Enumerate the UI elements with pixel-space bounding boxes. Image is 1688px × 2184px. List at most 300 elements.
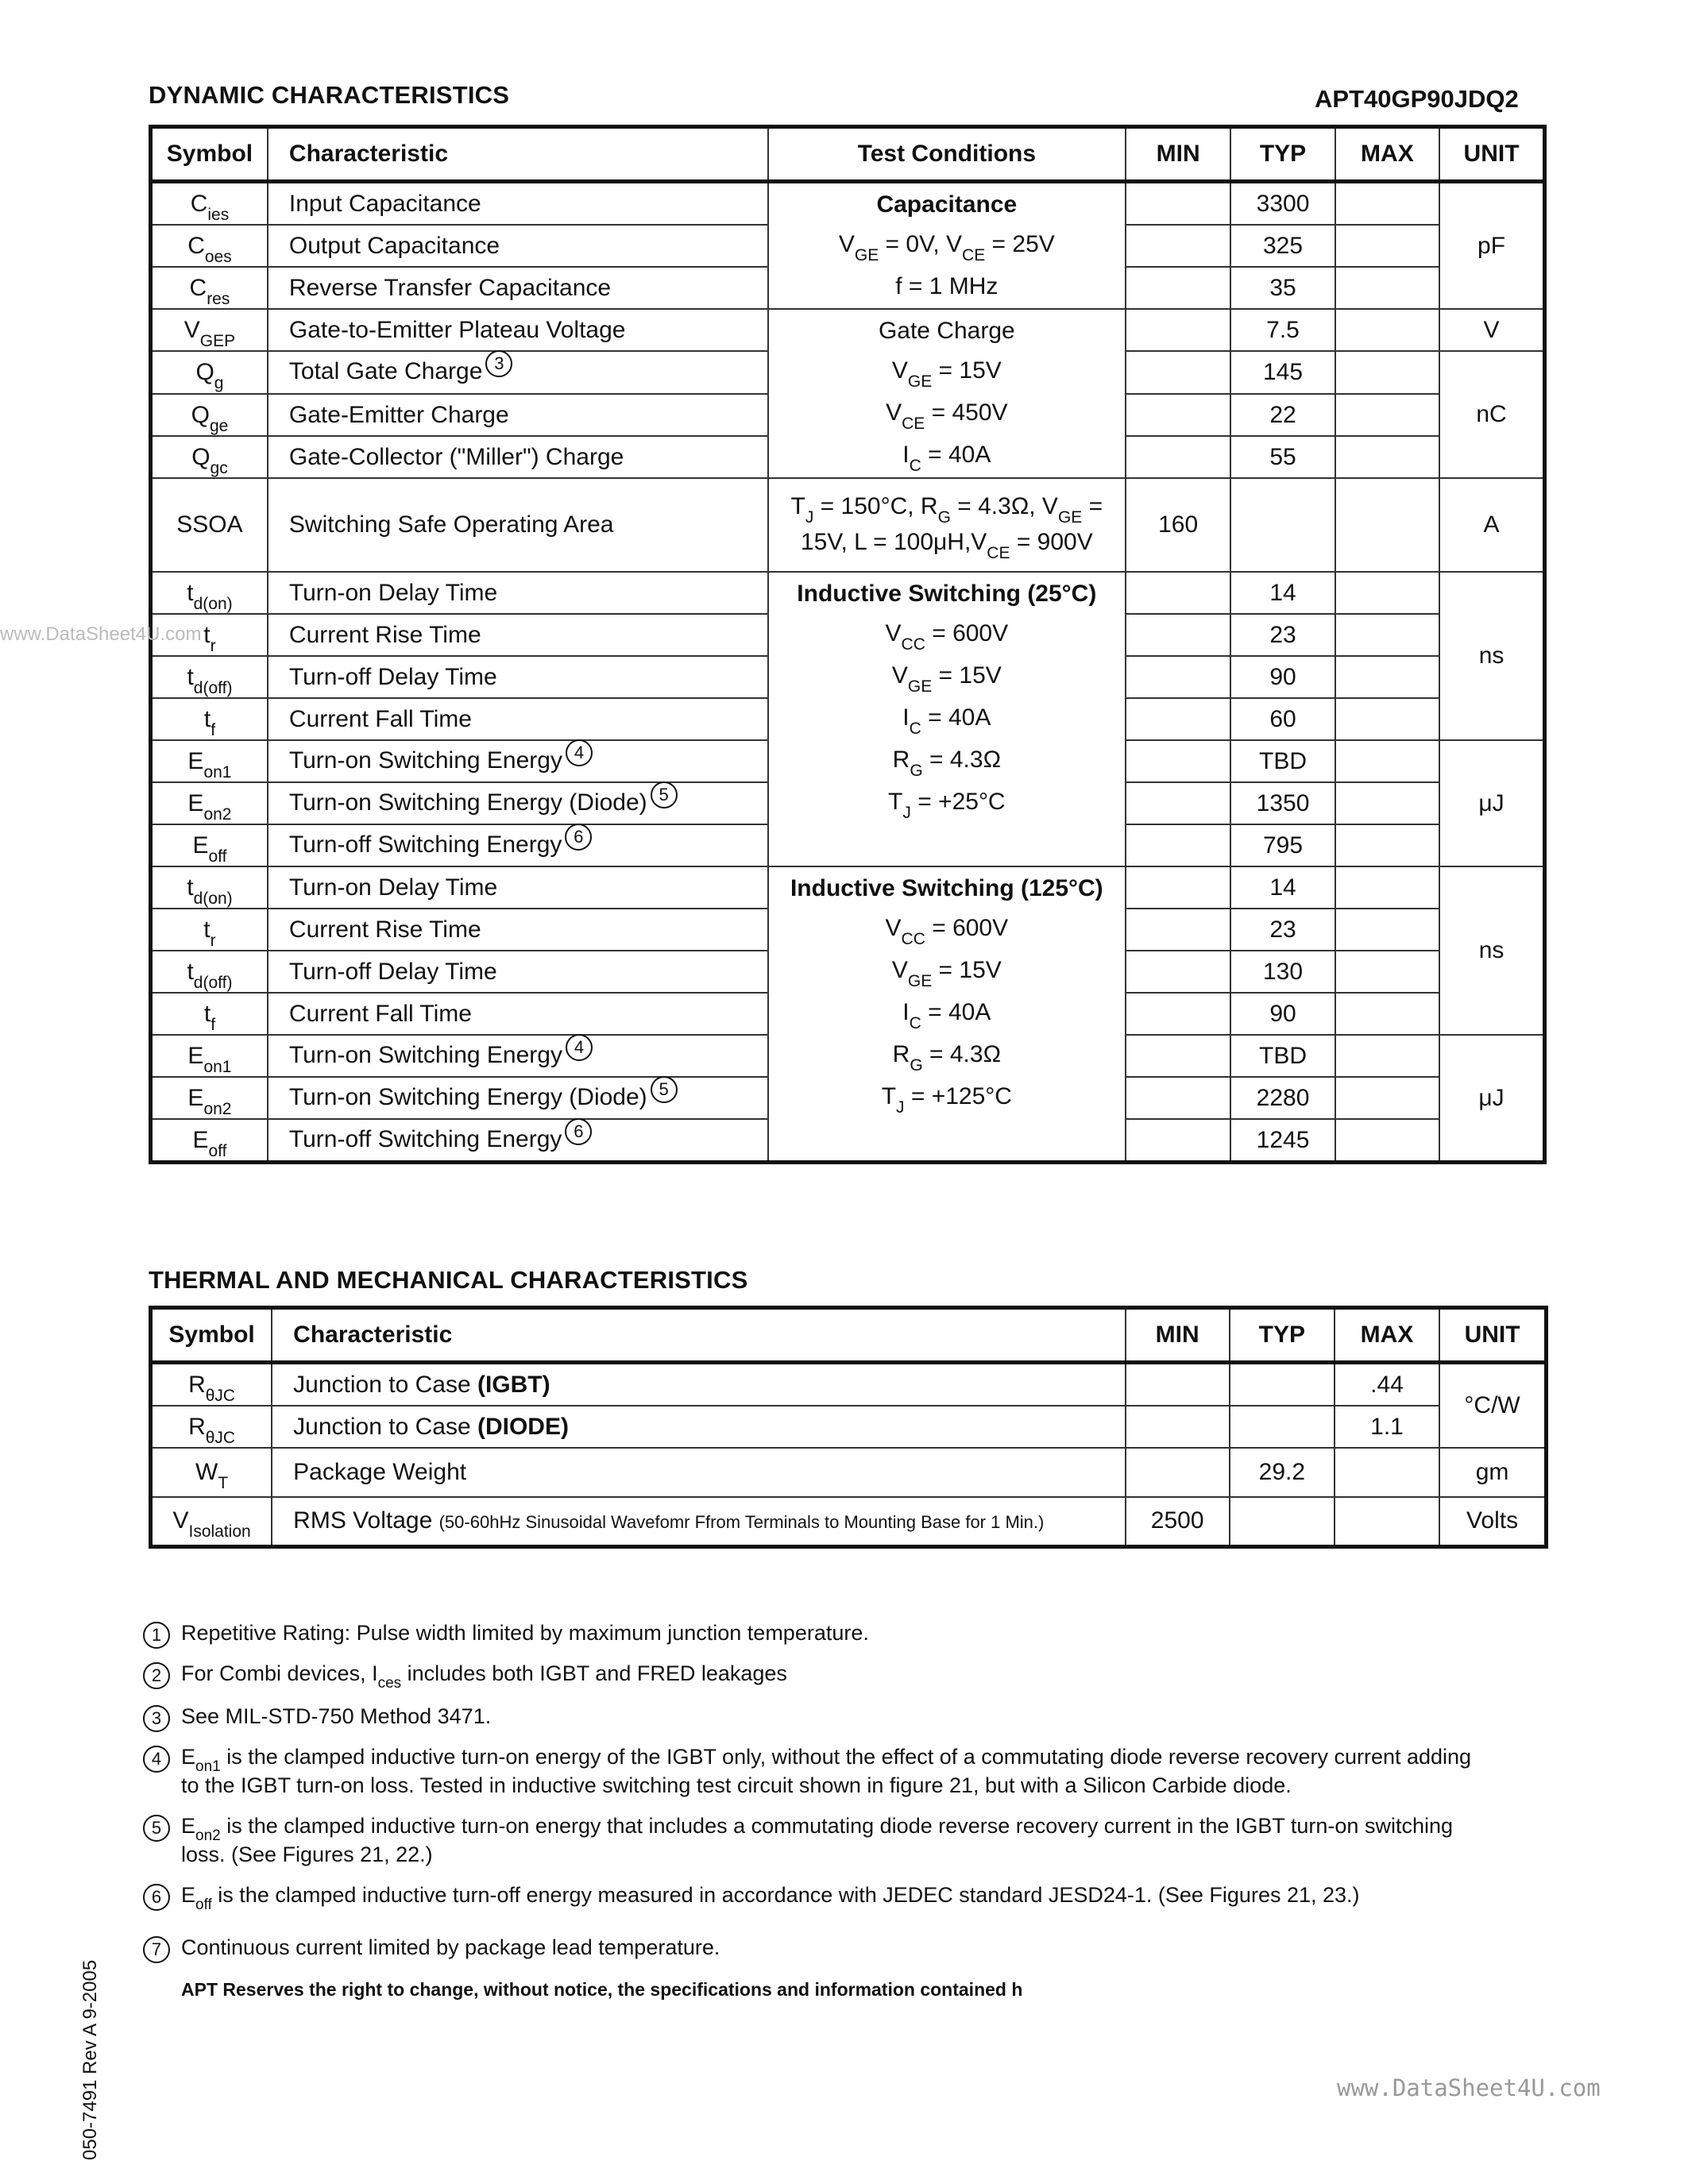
typ-cell: TBD bbox=[1230, 740, 1335, 782]
symbol-main: E bbox=[187, 1084, 204, 1111]
document-revision: 050-7491 Rev A 9-2005 bbox=[79, 1959, 101, 2160]
min-cell bbox=[1126, 267, 1230, 309]
symbol-cell bbox=[151, 436, 268, 478]
condition-text: = 15V bbox=[932, 957, 1002, 983]
typ-cell: 35 bbox=[1230, 267, 1335, 309]
unit-cell: °C/W bbox=[1439, 1363, 1546, 1449]
max-cell bbox=[1335, 614, 1439, 656]
typ-cell: 1245 bbox=[1230, 1119, 1335, 1163]
unit-cell: ns bbox=[1439, 572, 1544, 740]
symbol-subscript: g bbox=[214, 374, 224, 392]
characteristic-label: Turn-off Delay Time bbox=[288, 958, 497, 985]
min-cell bbox=[1126, 740, 1230, 782]
condition-subscript: CE bbox=[987, 544, 1010, 562]
min-cell bbox=[1126, 951, 1230, 993]
characteristic-note: (50-60hHz Sinusoidal Wavefomr Ffrom Terminals to Mounting Base for 1 Min.) bbox=[438, 1512, 1045, 1533]
min-cell bbox=[1126, 572, 1230, 614]
characteristic-cell bbox=[268, 824, 768, 866]
footnote bbox=[143, 1744, 1493, 1799]
unit-cell: Volts bbox=[1439, 1497, 1546, 1546]
footnote-ref-icon: 5 bbox=[651, 781, 678, 808]
footnote-number-icon: 1 bbox=[143, 1622, 170, 1649]
condition-subscript: G bbox=[937, 508, 951, 527]
characteristic-label: Junction to Case bbox=[293, 1371, 477, 1398]
condition-text: V bbox=[886, 399, 902, 426]
footnote-number-icon: 5 bbox=[143, 1815, 170, 1842]
footnote-subscript: on1 bbox=[195, 1758, 221, 1775]
condition-text: = 40A bbox=[921, 704, 991, 731]
test-conditions-cell bbox=[768, 572, 1126, 866]
typ-cell: 2280 bbox=[1230, 1077, 1335, 1119]
characteristic-label: Turn-off Switching Energy bbox=[288, 831, 562, 858]
condition-subscript: G bbox=[910, 762, 923, 780]
max-cell bbox=[1335, 866, 1439, 909]
table-row bbox=[151, 309, 1545, 351]
characteristic-label: Turn-on Delay Time bbox=[288, 579, 498, 606]
footnote-number-icon: 2 bbox=[143, 1662, 170, 1689]
symbol-cell bbox=[151, 351, 268, 394]
characteristic-cell bbox=[268, 394, 768, 436]
characteristic-cell bbox=[268, 1119, 768, 1163]
test-conditions-cell bbox=[768, 866, 1126, 1163]
symbol-subscript: on1 bbox=[203, 1057, 232, 1076]
condition-text: T bbox=[790, 493, 805, 519]
symbol-subscript: off bbox=[208, 847, 227, 866]
min-cell bbox=[1126, 1077, 1230, 1119]
condition-text: V bbox=[885, 620, 902, 646]
characteristic-label: Turn-on Delay Time bbox=[288, 874, 498, 901]
characteristic-label: Current Rise Time bbox=[288, 621, 481, 648]
symbol-subscript: off bbox=[208, 1141, 227, 1160]
symbol-main: t bbox=[187, 579, 194, 606]
symbol-subscript: d(on) bbox=[193, 889, 233, 908]
symbol-cell bbox=[151, 267, 268, 309]
max-cell bbox=[1335, 351, 1439, 394]
characteristic-cell bbox=[268, 698, 768, 740]
footnote bbox=[143, 1704, 1493, 1730]
symbol-subscript: ies bbox=[207, 205, 230, 224]
symbol-cell bbox=[151, 866, 268, 909]
characteristic-cell bbox=[268, 478, 768, 572]
condition-text: = 600V bbox=[925, 620, 1009, 646]
footnote-text: Continuous current limited by package lead temperature. bbox=[181, 1935, 720, 1959]
symbol-cell bbox=[151, 182, 268, 226]
table-row bbox=[151, 1363, 1547, 1406]
symbol-cell bbox=[151, 478, 268, 572]
unit-cell: pF bbox=[1439, 182, 1544, 310]
condition-text: = 4.3Ω, V bbox=[950, 493, 1058, 519]
condition-line bbox=[778, 225, 1115, 267]
condition-text: = 4.3Ω bbox=[922, 747, 1001, 773]
characteristic-cell bbox=[268, 656, 768, 698]
symbol-main: C bbox=[190, 190, 208, 217]
condition-text: I bbox=[902, 999, 910, 1025]
symbol-main: t bbox=[203, 1000, 211, 1027]
min-cell bbox=[1126, 1448, 1230, 1497]
characteristic-label: Total Gate Charge bbox=[288, 358, 483, 384]
characteristic-label: Turn-on Switching Energy (Diode) bbox=[288, 789, 647, 816]
max-cell bbox=[1335, 309, 1439, 351]
unit-cell: nC bbox=[1439, 351, 1544, 478]
footnote-subscript: on2 bbox=[195, 1827, 221, 1844]
condition-text: = 150°C, R bbox=[813, 493, 938, 519]
part-number: APT40GP90JDQ2 bbox=[1315, 85, 1519, 113]
characteristic-label: Output Capacitance bbox=[288, 232, 500, 259]
characteristic-label: Package Weight bbox=[293, 1459, 467, 1485]
symbol-main: Q bbox=[191, 401, 210, 428]
min-cell: 160 bbox=[1126, 478, 1230, 572]
condition-line bbox=[778, 267, 1115, 307]
max-cell bbox=[1335, 572, 1439, 614]
condition-text: R bbox=[892, 747, 910, 773]
symbol-main: t bbox=[187, 958, 194, 985]
characteristic-cell bbox=[272, 1406, 1125, 1448]
min-cell bbox=[1126, 824, 1230, 866]
symbol-cell bbox=[151, 656, 268, 698]
table-row bbox=[151, 1406, 1547, 1448]
characteristic-label: Current Fall Time bbox=[288, 1000, 472, 1027]
condition-text: = 15V bbox=[932, 662, 1002, 689]
test-conditions-title: Capacitance bbox=[876, 191, 1018, 218]
condition-subscript: J bbox=[805, 508, 814, 527]
symbol-main: Q bbox=[191, 443, 211, 470]
max-cell bbox=[1335, 951, 1439, 993]
typ-cell: 60 bbox=[1230, 698, 1335, 740]
footnote bbox=[143, 1935, 1493, 1961]
dynamic-characteristics-table bbox=[149, 125, 1547, 1164]
symbol-subscript: d(on) bbox=[193, 594, 233, 613]
footnote-ref-icon: 4 bbox=[566, 1034, 593, 1061]
symbol-subscript: d(off) bbox=[193, 973, 233, 992]
footnote bbox=[143, 1813, 1493, 1868]
characteristic-label: Current Fall Time bbox=[288, 705, 472, 732]
col-header-symbol: Symbol bbox=[151, 127, 268, 182]
condition-subscript: CC bbox=[901, 635, 925, 654]
symbol-main: V bbox=[172, 1507, 189, 1534]
max-cell bbox=[1335, 909, 1439, 951]
footnote-text: For Combi devices, I bbox=[181, 1661, 378, 1685]
condition-subscript: J bbox=[902, 804, 911, 822]
characteristic-cell bbox=[268, 1035, 768, 1077]
watermark-bottom: www.DataSheet4U.com bbox=[1337, 2074, 1601, 2101]
symbol-subscript: ge bbox=[209, 416, 229, 435]
typ-cell: TBD bbox=[1230, 1035, 1335, 1077]
symbol-subscript: gc bbox=[210, 458, 228, 477]
footnote-text: Repetitive Rating: Pulse width limited by maximum junction temperature. bbox=[181, 1621, 869, 1645]
min-cell bbox=[1126, 309, 1230, 351]
condition-text: = +25°C bbox=[910, 789, 1006, 815]
characteristic-label: RMS Voltage bbox=[293, 1507, 439, 1534]
symbol-cell bbox=[151, 698, 268, 740]
characteristic-cell bbox=[268, 267, 768, 309]
footnote-text: is the clamped inductive turn-on energy of the IGBT only, without the effect of a commutating diode reverse recovery current adding to the IGBT turn-on loss. Tested in inductive switching test circuit shown in figure 21, but with a Silicon Carbide diode. bbox=[181, 1745, 1472, 1797]
symbol-cell bbox=[151, 394, 268, 436]
unit-cell: V bbox=[1439, 309, 1544, 351]
condition-text: R bbox=[892, 1041, 910, 1067]
characteristic-label: Turn-on Switching Energy (Diode) bbox=[288, 1083, 647, 1110]
col-header-min: MIN bbox=[1126, 127, 1230, 182]
footnote-text: E bbox=[181, 1883, 196, 1907]
symbol-main: t bbox=[187, 874, 194, 901]
condition-text: = +125°C bbox=[904, 1083, 1012, 1109]
symbol-main: t bbox=[187, 663, 194, 690]
symbol-subscript: on2 bbox=[203, 1099, 232, 1118]
symbol-main: R bbox=[188, 1413, 206, 1440]
typ-cell: 90 bbox=[1230, 993, 1335, 1035]
min-cell bbox=[1126, 782, 1230, 824]
condition-text: T bbox=[888, 789, 903, 815]
max-cell: 1.1 bbox=[1335, 1406, 1439, 1448]
max-cell bbox=[1335, 182, 1439, 226]
symbol-subscript: on1 bbox=[203, 762, 232, 781]
symbol-main: C bbox=[189, 274, 207, 301]
symbol-main: V bbox=[183, 316, 200, 343]
min-cell bbox=[1126, 909, 1230, 951]
symbol-main: E bbox=[192, 832, 209, 859]
table-row bbox=[151, 1448, 1547, 1497]
unit-cell: ns bbox=[1439, 866, 1544, 1035]
condition-line bbox=[778, 435, 1115, 477]
max-cell bbox=[1335, 698, 1439, 740]
characteristic-cell bbox=[268, 182, 768, 226]
typ-cell: 55 bbox=[1230, 436, 1335, 478]
min-cell bbox=[1126, 698, 1230, 740]
condition-text: = 25V bbox=[985, 231, 1055, 257]
symbol-cell bbox=[151, 1077, 268, 1119]
footnote-text: See MIL-STD-750 Method 3471. bbox=[181, 1704, 492, 1728]
symbol-subscript: θJC bbox=[205, 1428, 236, 1447]
typ-cell: 22 bbox=[1230, 394, 1335, 436]
characteristic-cell bbox=[268, 1077, 768, 1119]
condition-subscript: CC bbox=[901, 930, 925, 948]
condition-line bbox=[778, 656, 1115, 698]
table-row bbox=[151, 478, 1545, 572]
test-conditions-cell bbox=[768, 182, 1126, 310]
symbol-cell bbox=[151, 824, 268, 866]
footnote-text: includes both IGBT and FRED leakages bbox=[401, 1661, 787, 1685]
max-cell bbox=[1335, 1077, 1439, 1119]
condition-line bbox=[778, 740, 1115, 782]
symbol-main: E bbox=[192, 1126, 209, 1153]
characteristic-qualifier: (DIODE) bbox=[477, 1413, 569, 1440]
condition-text: I bbox=[902, 704, 910, 731]
footnote-number-icon: 6 bbox=[143, 1884, 170, 1911]
max-cell bbox=[1335, 267, 1439, 309]
dynamic-characteristics-title: DYNAMIC CHARACTERISTICS bbox=[149, 81, 510, 109]
table-row bbox=[151, 866, 1545, 909]
test-conditions-cell bbox=[768, 309, 1126, 478]
characteristic-label: Gate-Collector ("Miller") Charge bbox=[288, 443, 624, 470]
symbol-cell bbox=[151, 309, 268, 351]
symbol-subscript: d(off) bbox=[193, 678, 233, 697]
symbol-subscript: on2 bbox=[203, 805, 232, 824]
min-cell bbox=[1126, 614, 1230, 656]
unit-cell: μJ bbox=[1439, 1035, 1544, 1163]
symbol-subscript: Isolation bbox=[188, 1522, 251, 1542]
min-cell bbox=[1126, 1035, 1230, 1077]
symbol-cell bbox=[151, 1406, 272, 1448]
symbol-subscript: f bbox=[211, 1015, 216, 1034]
max-cell bbox=[1335, 394, 1439, 436]
condition-subscript: C bbox=[909, 457, 921, 475]
footnote-text: E bbox=[181, 1814, 196, 1838]
footnote bbox=[143, 1882, 1493, 1911]
typ-cell: 130 bbox=[1230, 951, 1335, 993]
condition-line bbox=[778, 1035, 1115, 1077]
thermal-col-header-min: MIN bbox=[1126, 1308, 1230, 1363]
test-conditions-cell bbox=[768, 478, 1126, 572]
typ-cell: 3300 bbox=[1230, 182, 1335, 226]
characteristic-cell bbox=[268, 951, 768, 993]
symbol-cell bbox=[151, 225, 268, 267]
characteristic-cell bbox=[268, 309, 768, 351]
condition-text: 15V, L = 100μH,V bbox=[800, 529, 987, 555]
min-cell bbox=[1126, 225, 1230, 267]
symbol-main: C bbox=[187, 232, 205, 259]
symbol-main: t bbox=[203, 705, 211, 732]
symbol-subscript: oes bbox=[204, 247, 232, 266]
disclaimer: APT Reserves the right to change, without notice, the specifications and information contained h bbox=[181, 1979, 1023, 2000]
condition-subscript: J bbox=[896, 1098, 905, 1117]
symbol-subscript: r bbox=[210, 636, 216, 655]
condition-text: T bbox=[881, 1083, 897, 1109]
characteristic-cell bbox=[268, 782, 768, 824]
col-header-unit: UNIT bbox=[1439, 127, 1544, 182]
thermal-col-header-symbol: Symbol bbox=[151, 1308, 272, 1363]
footnotes bbox=[143, 1620, 1493, 1961]
max-cell bbox=[1335, 1448, 1439, 1497]
characteristic-label: Junction to Case bbox=[293, 1413, 477, 1440]
characteristic-label: Switching Safe Operating Area bbox=[288, 511, 614, 538]
table-row bbox=[151, 572, 1545, 614]
characteristic-cell bbox=[268, 614, 768, 656]
characteristic-cell bbox=[272, 1497, 1125, 1546]
condition-text: = 450V bbox=[925, 399, 1008, 426]
min-cell bbox=[1126, 351, 1230, 394]
condition-text: V bbox=[891, 662, 908, 689]
condition-line bbox=[778, 909, 1115, 951]
symbol-subscript: r bbox=[210, 931, 216, 950]
col-header-typ: TYP bbox=[1230, 127, 1335, 182]
symbol-subscript: res bbox=[207, 289, 230, 308]
footnote-subscript: ces bbox=[377, 1675, 402, 1692]
symbol-subscript: T bbox=[218, 1474, 229, 1492]
condition-line bbox=[778, 782, 1115, 824]
typ-cell: 23 bbox=[1230, 614, 1335, 656]
symbol-main: t bbox=[203, 916, 211, 943]
condition-text: V bbox=[885, 915, 902, 941]
symbol-cell bbox=[151, 909, 268, 951]
min-cell bbox=[1126, 1363, 1230, 1406]
max-cell bbox=[1335, 436, 1439, 478]
condition-text: = 600V bbox=[925, 915, 1009, 941]
max-cell bbox=[1335, 225, 1439, 267]
max-cell bbox=[1335, 656, 1439, 698]
condition-subscript: C bbox=[909, 720, 921, 738]
symbol-subscript: θJC bbox=[205, 1386, 236, 1405]
test-conditions-title: Inductive Switching (125°C) bbox=[790, 875, 1103, 901]
footnote-subscript: off bbox=[195, 1897, 212, 1913]
characteristic-cell bbox=[268, 909, 768, 951]
footnote bbox=[143, 1661, 1493, 1692]
symbol-main: W bbox=[195, 1459, 218, 1485]
typ-cell: 29.2 bbox=[1230, 1448, 1335, 1497]
footnote bbox=[143, 1620, 1493, 1646]
typ-cell: 14 bbox=[1230, 572, 1335, 614]
typ-cell: 795 bbox=[1230, 824, 1335, 866]
footnote-ref-icon: 5 bbox=[651, 1076, 678, 1103]
typ-cell: 7.5 bbox=[1230, 309, 1335, 351]
symbol-cell bbox=[151, 782, 268, 824]
condition-subscript: GE bbox=[854, 246, 879, 264]
col-header-characteristic: Characteristic bbox=[268, 127, 768, 182]
symbol-subscript: f bbox=[211, 720, 216, 739]
characteristic-label: Gate-to-Emitter Plateau Voltage bbox=[288, 316, 626, 343]
min-cell bbox=[1126, 993, 1230, 1035]
unit-cell: A bbox=[1439, 478, 1544, 572]
symbol-cell bbox=[151, 1035, 268, 1077]
max-cell bbox=[1335, 782, 1439, 824]
characteristic-cell bbox=[268, 993, 768, 1035]
thermal-col-header-characteristic: Characteristic bbox=[272, 1308, 1125, 1363]
condition-subscript: CE bbox=[962, 246, 986, 264]
thermal-characteristics-table bbox=[149, 1306, 1548, 1549]
symbol-main: E bbox=[187, 747, 204, 774]
characteristic-cell bbox=[268, 351, 768, 394]
max-cell bbox=[1335, 1119, 1439, 1163]
characteristic-cell bbox=[268, 572, 768, 614]
footnote-ref-icon: 6 bbox=[565, 824, 592, 851]
footnote-ref-icon: 4 bbox=[566, 739, 593, 766]
typ-cell: 14 bbox=[1230, 866, 1335, 909]
table-row bbox=[151, 182, 1545, 226]
typ-cell: 23 bbox=[1230, 909, 1335, 951]
typ-cell bbox=[1230, 1497, 1335, 1546]
condition-line bbox=[778, 993, 1115, 1035]
min-cell bbox=[1126, 182, 1230, 226]
col-header-max: MAX bbox=[1335, 127, 1439, 182]
characteristic-cell bbox=[268, 740, 768, 782]
condition-line bbox=[778, 490, 1115, 526]
symbol-cell bbox=[151, 951, 268, 993]
footnote-text: E bbox=[181, 1745, 196, 1769]
characteristic-label: Current Rise Time bbox=[288, 916, 481, 943]
condition-line bbox=[778, 1077, 1115, 1119]
condition-line bbox=[778, 393, 1115, 435]
symbol-main: Q bbox=[195, 359, 214, 385]
thermal-characteristics-title: THERMAL AND MECHANICAL CHARACTERISTICS bbox=[149, 1266, 748, 1294]
col-header-test-conditions: Test Conditions bbox=[768, 127, 1126, 182]
symbol-cell bbox=[151, 1119, 268, 1163]
characteristic-label: Gate-Emitter Charge bbox=[288, 401, 509, 428]
characteristic-label: Turn-off Delay Time bbox=[288, 663, 497, 690]
typ-cell bbox=[1230, 1363, 1335, 1406]
condition-text: = 40A bbox=[921, 999, 991, 1025]
footnote-text: is the clamped inductive turn-on energy that includes a commutating diode reverse recovery current in the IGBT turn-on switching loss. (See Figures 21, 22.) bbox=[181, 1814, 1453, 1866]
characteristic-cell bbox=[268, 225, 768, 267]
characteristic-cell bbox=[268, 866, 768, 909]
max-cell bbox=[1335, 740, 1439, 782]
condition-line bbox=[778, 951, 1115, 993]
footnote-number-icon: 3 bbox=[143, 1705, 170, 1732]
condition-text: = 40A bbox=[921, 442, 991, 468]
symbol-main: E bbox=[187, 789, 204, 816]
min-cell bbox=[1126, 436, 1230, 478]
characteristic-qualifier: (IGBT) bbox=[477, 1371, 550, 1398]
symbol-main: R bbox=[188, 1371, 206, 1398]
condition-text: = 0V, V bbox=[879, 231, 963, 257]
min-cell bbox=[1126, 394, 1230, 436]
